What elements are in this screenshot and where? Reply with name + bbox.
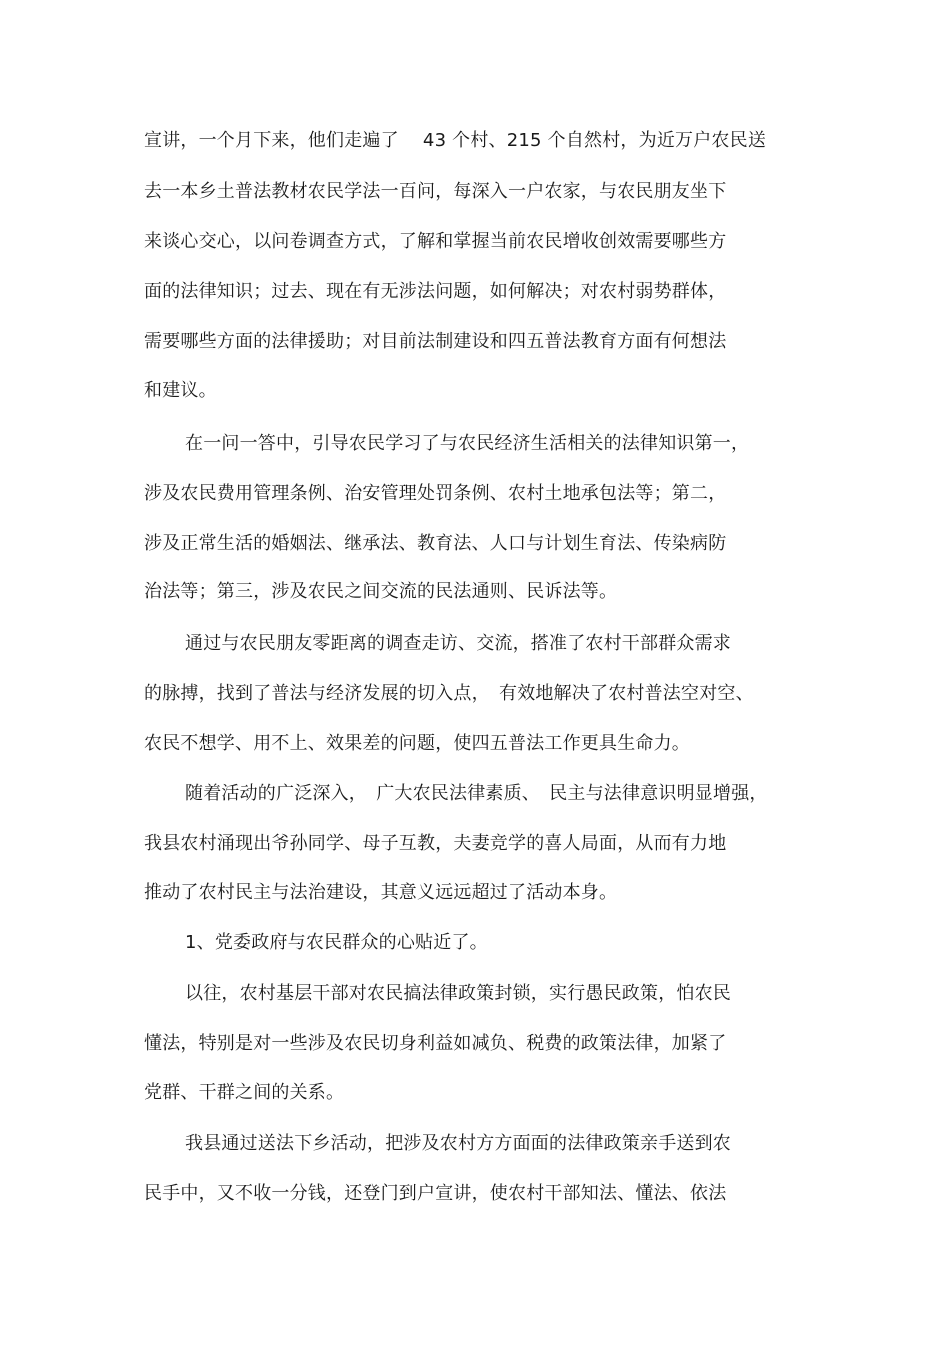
text-line-5: 需要哪些方面的法律援助；对目前法制建设和四五普法教育方面有何想法 xyxy=(144,331,727,352)
text-line-16: 推动了农村民主与法治建设，其意义远远超过了活动本身。 xyxy=(144,882,618,903)
text-line-8: 涉及农民费用管理条例、治安管理处罚条例、农村土地承包法等；第二， xyxy=(144,483,727,504)
text-line-14: 随着活动的广泛深入， 广大农民法律素质、 民主与法律意识明显增强， xyxy=(185,783,768,804)
text-line-21: 我县通过送法下乡活动，把涉及农村方方面面的法律政策亲手送到农 xyxy=(185,1133,731,1154)
text-line-18: 以往，农村基层干部对农民搞法律政策封锁，实行愚民政策，怕农民 xyxy=(185,983,731,1004)
text-line-11: 通过与农民朋友零距离的调查走访、交流，搭准了农村干部群众需求 xyxy=(185,633,731,654)
text-line-12: 的脉搏，找到了普法与经济发展的切入点， 有效地解决了农村普法空对空、 xyxy=(144,683,754,704)
text-line-3: 来谈心交心，以问卷调查方式，了解和掌握当前农民增收创效需要哪些方 xyxy=(144,231,727,252)
text-line-4: 面的法律知识；过去、现在有无涉法问题，如何解决；对农村弱势群体， xyxy=(144,281,727,302)
text-line-6: 和建议。 xyxy=(144,380,217,401)
text-line-17: 1、党委政府与农民群众的心贴近了。 xyxy=(185,932,488,953)
text-line-1: 宣讲，一个月下来，他们走遍了 43 个村、215 个自然村，为近万户农民送 xyxy=(144,130,767,151)
text-line-22: 民手中，又不收一分钱，还登门到户宣讲，使农村干部知法、懂法、依法 xyxy=(144,1183,727,1204)
text-line-20: 党群、干群之间的关系。 xyxy=(144,1082,345,1103)
text-line-9: 涉及正常生活的婚姻法、继承法、教育法、人口与计划生育法、传染病防 xyxy=(144,533,727,554)
text-line-10: 治法等；第三，涉及农民之间交流的民法通则、民诉法等。 xyxy=(144,581,618,602)
text-line-13: 农民不想学、用不上、效果差的问题，使四五普法工作更具生命力。 xyxy=(144,733,690,754)
text-line-19: 懂法，特别是对一些涉及农民切身利益如减负、税费的政策法律，加紧了 xyxy=(144,1033,727,1054)
text-line-7: 在一问一答中，引导农民学习了与农民经济生活相关的法律知识第一， xyxy=(185,433,750,454)
text-line-2: 去一本乡土普法教材农民学法一百问，每深入一户农家，与农民朋友坐下 xyxy=(144,181,727,202)
text-line-15: 我县农村涌现出爷孙同学、母子互教，夫妻竞学的喜人局面，从而有力地 xyxy=(144,833,727,854)
